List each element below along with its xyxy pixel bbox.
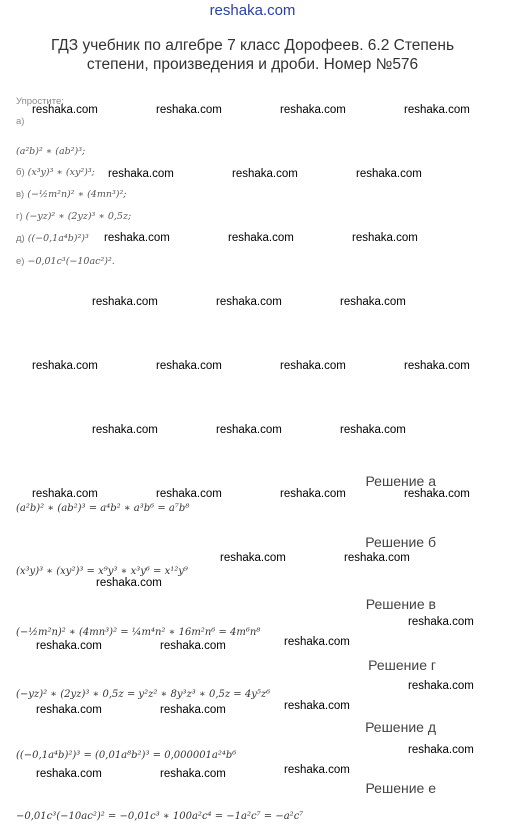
watermark: reshaka.com <box>284 636 350 648</box>
watermark: reshaka.com <box>404 488 470 500</box>
watermark: reshaka.com <box>216 296 282 308</box>
task-expression: (a²b)² ∗ (ab²)³; <box>16 146 86 157</box>
watermark: reshaka.com <box>156 104 222 116</box>
watermark: reshaka.com <box>32 360 98 372</box>
watermark: reshaka.com <box>92 296 158 308</box>
watermark: reshaka.com <box>228 232 294 244</box>
task-item <box>16 233 89 244</box>
task-prefix: е) <box>16 256 25 267</box>
watermark: reshaka.com <box>32 104 98 116</box>
task-item <box>16 211 131 222</box>
watermark: reshaka.com <box>404 360 470 372</box>
solution-heading-d: Решение д <box>365 719 436 735</box>
page-title <box>0 36 505 74</box>
watermark: reshaka.com <box>156 360 222 372</box>
watermark: reshaka.com <box>280 104 346 116</box>
solution-heading-e: Решение е <box>365 780 436 796</box>
watermark: reshaka.com <box>216 424 282 436</box>
watermark: reshaka.com <box>36 704 102 716</box>
solution-expression-b: (x³y)³ ∗ (xy²)³ = x⁹y³ ∗ x³y⁶ = x¹²y⁹ <box>16 566 188 577</box>
task-item <box>16 189 126 200</box>
task-a-prefix: а) <box>16 116 25 127</box>
watermark: reshaka.com <box>156 488 222 500</box>
watermark: reshaka.com <box>340 296 406 308</box>
watermark: reshaka.com <box>352 232 418 244</box>
solution-heading-b: Решение б <box>365 534 436 550</box>
task-item <box>16 146 85 157</box>
task-prefix: г) <box>16 211 23 222</box>
solution-expression-v: (−½m²n)² ∗ (4mn³)² = ¼m⁴n² ∗ 16m²n⁶ = 4m⁶n⁸ <box>16 627 261 638</box>
watermark: reshaka.com <box>408 680 474 692</box>
task-item <box>16 167 95 178</box>
watermark: reshaka.com <box>96 577 162 589</box>
title-line-2: степени, произведения и дроби. Номер №576 <box>86 56 419 73</box>
watermark: reshaka.com <box>408 616 474 628</box>
task-expression: −0,01c³(−10ac²)². <box>27 256 115 267</box>
site-header-link[interactable]: reshaka.com <box>209 2 296 19</box>
watermark: reshaka.com <box>232 168 298 180</box>
watermark: reshaka.com <box>36 768 102 780</box>
watermark: reshaka.com <box>104 232 170 244</box>
solution-heading-a: Решение а <box>365 473 436 489</box>
watermark: reshaka.com <box>220 552 286 564</box>
watermark: reshaka.com <box>36 640 102 652</box>
solution-heading-g: Решение г <box>368 657 436 673</box>
watermark: reshaka.com <box>32 488 98 500</box>
watermark: reshaka.com <box>408 744 474 756</box>
watermark: reshaka.com <box>404 104 470 116</box>
task-expression: (−yz)² ∗ (2yz)³ ∗ 0,5z; <box>25 211 132 222</box>
watermark: reshaka.com <box>280 488 346 500</box>
watermark: reshaka.com <box>160 768 226 780</box>
watermark: reshaka.com <box>160 640 226 652</box>
task-prefix: б) <box>16 167 25 178</box>
task-prefix: в) <box>16 189 25 200</box>
solution-expression-e: −0,01c³(−10ac²)² = −0,01c³ ∗ 100a²c⁴ = −1a²c⁷ = −a²c⁷ <box>16 811 304 822</box>
task-expression: (−½m²n)² ∗ (4mn³)²; <box>27 189 127 200</box>
watermark: reshaka.com <box>284 700 350 712</box>
solution-expression-a: (a²b)² ∗ (ab²)³ = a⁴b² ∗ a³b⁶ = a⁷b⁸ <box>16 503 190 514</box>
solution-expression-d: ((−0,1a⁴b)²)³ = (0,01a⁸b²)³ = 0,000001a²⁴b⁶ <box>16 750 237 761</box>
task-expression: (x³y)³ ∗ (xy²)³; <box>27 167 95 178</box>
watermark: reshaka.com <box>108 168 174 180</box>
solution-heading-v: Решение в <box>365 596 436 612</box>
solution-expression-g: (−yz)² ∗ (2yz)³ ∗ 0,5z = y²z² ∗ 8y³z³ ∗ 0,5z = 4y⁵z⁶ <box>16 689 271 700</box>
watermark: reshaka.com <box>356 168 422 180</box>
task-prefix: д) <box>16 233 25 244</box>
watermark: reshaka.com <box>160 704 226 716</box>
watermark: reshaka.com <box>340 424 406 436</box>
watermark: reshaka.com <box>284 764 350 776</box>
title-line-1: ГДЗ учебник по алгебре 7 класс Дорофеев. 6.2 Степень <box>50 37 455 54</box>
task-item <box>16 256 115 267</box>
task-label: Упростите: <box>16 96 64 107</box>
watermark: reshaka.com <box>92 424 158 436</box>
watermark: reshaka.com <box>344 552 410 564</box>
task-expression: ((−0,1a⁴b)²)³ <box>27 233 89 244</box>
watermark: reshaka.com <box>280 360 346 372</box>
